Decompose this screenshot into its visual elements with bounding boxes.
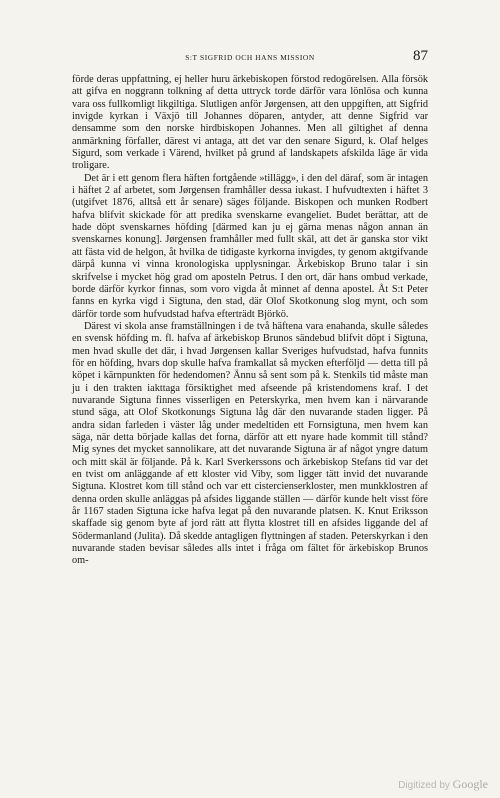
page-number: 87 <box>413 48 428 64</box>
running-title: S:T SIGFRID OCH HANS MISSION <box>185 53 315 62</box>
page-content <box>72 48 428 568</box>
watermark-prefix: Digitized by <box>398 780 453 791</box>
paragraph-1: förde deras uppfattning, ej heller huru ärkebiskopen förstod redogörelsen. Alla försök att gifva en noggrann tolkning af detta uttryck torde därför vara lönlösa och kunna vara oss fullkomligt likgiltiga. Slutligen anför Jørgensen, att den uppgiften, att Sigfrid invigde kyrkan i Växjö till Johannes döparen, antyder, att denne Sigfrid var densamme som den norske hirdbiskopen Johannes. Men all giltighet af denna anmärkning förfaller, därest vi antaga, att det var den senare Sigurd, k. Olaf helges Sigurd, som verkade i Värend, hvilket på grund af landskapets afskilda läge är vida troligare. <box>72 74 428 172</box>
page-header <box>72 48 428 64</box>
body-text <box>72 74 428 568</box>
google-logo: Google <box>452 777 488 791</box>
paragraph-2: Det är i ett genom flera häften fortgående »tillägg», i den del däraf, som är intagen i häftet 2 af arbetet, som Jørgensen framhåller dessa iukast. I hufvudtexten i häftet 3 (utgifvet 1876, alltså ett år senare) säges följande. Biskopen och munken Rodbert hafva blifvit skickade för att predika svenskarne evangeliet. Budet berättar, att de hade döpt svenskarnes höfding [därmed kan ju ej gärna menas någon annan än svenskarnes konung]. Jørgensen framhåller med fullt skäl, att det är ganska stor vikt att fästa vid de helgon, åt hvilka de tidigaste kyrkorna invigdes, ty genom aktgifvande därpå kunna vi vinna kronologiska upplysningar. Ärkebiskop Bruno talar i sin skrifvelse i mycket hög grad om aposteln Petrus. I den ort, där hans ombud verkade, borde därför kyrkor finnas, som voro vigda åt minnet af denna apostel. Åt S:t Peter fanns en kyrka vigd i Sigtuna, den stad, där Olof Skotkonung slog mynt, och som därför torde som hufvudstad hafva efterträdt Björkö. <box>72 172 428 320</box>
digitization-watermark <box>398 777 488 792</box>
paragraph-3: Därest vi skola anse framställningen i de två häftena vara enahanda, skulle således en svensk höfding m. fl. hafva af ärkebiskop Brunos sändebud blifvit döpt i Sigtuna, men hvad skulle det där, i hvad Jørgensen kallar Sveriges hufvudstad, hafva funnits för en höfding, hvars dop skulle hafva framkallat så mycken efterföljd — detta till på köpet i kärnpunkten för hedendomen? Ännu så sent som på k. Stenkils tid måste man ju i den trakten iakttaga försiktighet med afseende på kristendomens kraf. I det nuvarande Sigtuna finnes visserligen en Peterskyrka, men hvem kan i närvarande stund säga, att Olof Skotkonungs Sigtuna låg där den nuvarande staden ligger. På andra sidan farleden i väster låg under medeltiden ett Fornsigtuna, men hvem kan säga, när detta började kallas det forna, därför att ett nyare hade kommit till stånd? Mig synes det mycket sannolikare, att det nuvarande Sigtuna är af något yngre datum och mitt skäl är följande. På k. Karl Sverkerssons och ärkebiskop Stefans tid var det en tvist om anläggande af ett kloster vid Viby, som ligger tätt invid det nuvarande Sigtuna. Klostret kom till stånd och var ett cistercienserkloster, men munkklostren af denna orden skulle anläggas på afsides liggande ställen — därför kunde helt visst före år 1167 staden Sigtuna icke hafva legat på den nuvarande platsen. K. Knut Eriksson skaffade sig genom byte af jord rätt att flytta klostret till en afsides liggande del af Södermanland (Julita). Då skedde antagligen flyttningen af staden. Peterskyrkan i den nuvarande staden bevisar således alls intet i fråga om fältet för ärkebiskop Brunos om- <box>72 320 428 567</box>
